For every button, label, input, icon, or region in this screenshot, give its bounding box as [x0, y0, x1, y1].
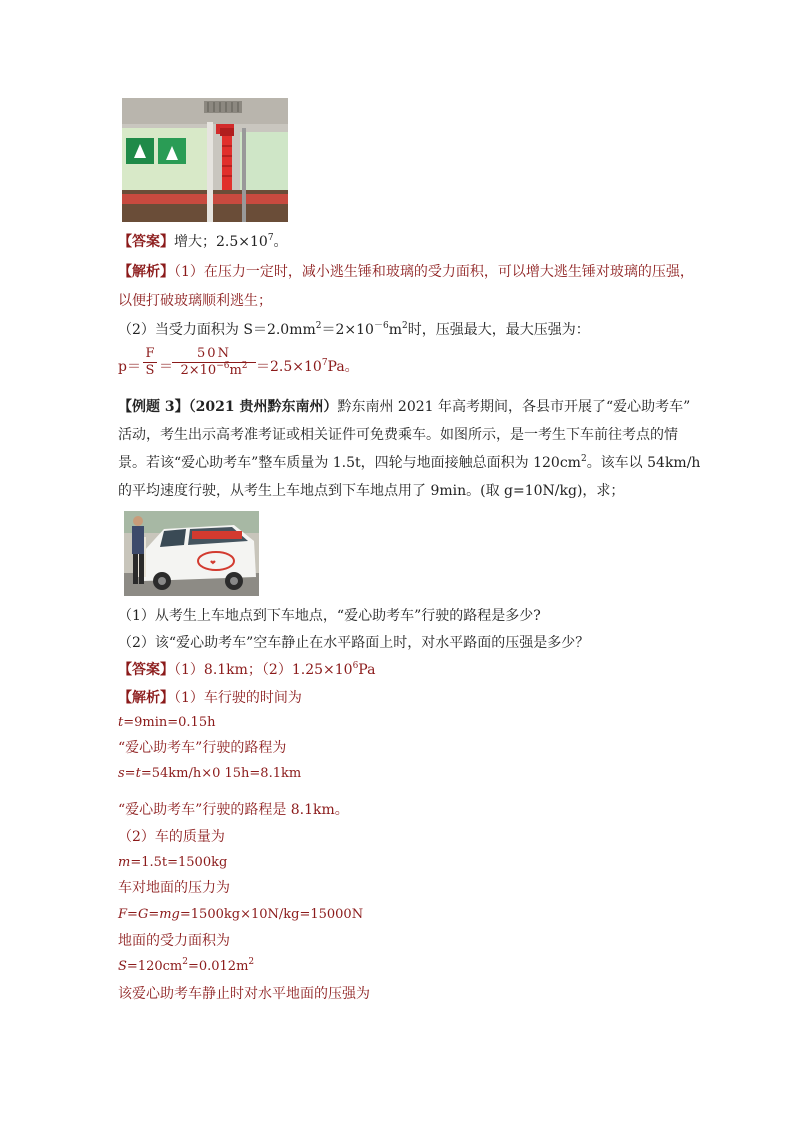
var-vt: t [135, 766, 141, 781]
example-3-line-2: 活动，考生出示高考准考证或相关证件可免费乘车。如图所示，是一考生下车前往考点的情 [118, 427, 678, 443]
dist-eq: = [124, 766, 136, 781]
fraction-numerator-50n: 50N [197, 346, 231, 361]
mass-formula [118, 853, 227, 873]
den-exp: −6 [216, 361, 230, 371]
dist-rest: =54km/h×0 15h=8.1km [140, 766, 302, 781]
time-formula [118, 713, 215, 733]
time-eq: =9min=0.15h [123, 715, 216, 730]
den-unit: m [229, 363, 242, 378]
fraction-50n [172, 346, 256, 379]
answer-2-exp: 6 [352, 661, 359, 671]
formula-result [256, 356, 359, 376]
force-intro: 车对地面的压力为 [118, 880, 230, 896]
exam-car-image [124, 511, 259, 596]
example-label: 【例题 3】 [118, 399, 189, 415]
exp-cm2: 2 [580, 454, 587, 464]
question-1: （1）从考生上车地点到下车地点，“爱心助考车”行驶的路程是多少? [118, 608, 541, 624]
area-text: （2）当受力面积为 S＝2.0mm [118, 322, 316, 338]
analysis-text: （1）在压力一定时，减小逃生锤和玻璃的受力面积，可以增大逃生锤对玻璃的压强， [174, 264, 694, 280]
formula-p: p＝ [118, 359, 141, 375]
answer-2-bracket: 【答案】 [118, 662, 174, 678]
area-eq: ＝2×10 [321, 322, 374, 338]
exp-neg6: －6 [373, 321, 389, 331]
fraction-denominator-s: S [145, 363, 155, 378]
unit-m: m [388, 322, 402, 338]
answer-2-unit: Pa [358, 662, 376, 678]
analysis-2-line-1 [118, 688, 302, 708]
exp-m2: 2 [401, 321, 408, 331]
analysis-2-part-2: （2）车的质量为 [118, 829, 225, 845]
area-exp-1: 2 [182, 957, 188, 967]
example-text-1: 黔东南州 2021 年高考期间，各县市开展了“爱心助考车” [337, 399, 691, 415]
result-base: ＝2.5×10 [256, 359, 322, 375]
mass-eq: =1.5t=1500kg [130, 855, 228, 870]
example-source: （2021 贵州黔东南州） [188, 399, 338, 415]
var-G: G [137, 907, 149, 922]
force-eq-1: = [127, 907, 138, 922]
analysis-2-head: （1）车行驶的时间为 [174, 690, 302, 706]
distance-formula [118, 764, 301, 784]
answer-exponent: 7 [267, 233, 274, 243]
analysis-1-line-2: 以便打破玻璃顺利逃生； [118, 293, 272, 309]
result-unit: Pa。 [327, 359, 359, 375]
area-tail: 时，压强最大，最大压强为： [407, 322, 590, 338]
var-F: F [118, 907, 128, 922]
fraction-f-over-s [143, 346, 157, 379]
area-exp-2: 2 [248, 957, 255, 967]
force-formula [118, 905, 363, 925]
answer-tail: 。 [273, 234, 288, 250]
analysis-1-line-1 [118, 262, 694, 282]
question-2: （2）该“爱心助考车”空车静止在水平路面上时，对水平路面的压强是多少？ [118, 635, 590, 651]
var-m: m [118, 855, 131, 870]
pressure-intro: 该爱心助考车静止时对水平地面的压强为 [118, 986, 370, 1002]
exam-car-photo [124, 511, 259, 596]
escape-hammer-image [122, 98, 288, 222]
den-base: 2×10 [180, 363, 217, 378]
force-rest: =1500kg×10N/kg=15000N [179, 907, 364, 922]
area-intro: 地面的受力面积为 [118, 933, 230, 949]
answer-2-text: （1）8.1km；（2）1.25×10 [174, 662, 353, 678]
var-mg: mg [159, 907, 180, 922]
result-exp: 7 [321, 358, 328, 368]
answer-text: 增大；2.5×10 [174, 234, 268, 250]
formula-eq: ＝ [159, 359, 173, 375]
den-unit-exp: 2 [241, 361, 248, 371]
fraction-denominator [172, 363, 256, 379]
svg-text:❤: ❤ [210, 559, 216, 567]
answer-2-line [118, 660, 375, 680]
fraction-numerator-f: F [145, 346, 155, 361]
area-eq-2: =0.012m [187, 959, 249, 974]
analysis-2-bracket: 【解析】 [118, 690, 174, 706]
example-text-3: 景。若该“爱心助考车”整车质量为 1.5t，四轮与地面接触总面积为 120cm [118, 455, 581, 471]
distance-result: “爱心助考车”行驶的路程是 8.1km。 [118, 802, 349, 818]
example-3-line-1 [118, 397, 690, 417]
area-formula [118, 957, 254, 977]
var-t: t [118, 715, 124, 730]
area-eq: =120cm [126, 959, 183, 974]
analysis-bracket: 【解析】 [118, 264, 174, 280]
escape-hammer-photo [122, 98, 288, 222]
answer-bracket: 【答案】 [118, 234, 174, 250]
force-eq-2: = [148, 907, 160, 922]
example-3-line-3 [118, 453, 700, 473]
var-S: S [118, 959, 127, 974]
exp-mm2: 2 [315, 321, 322, 331]
example-text-3-tail: 。该车以 54km/h [586, 455, 701, 471]
distance-intro: “爱心助考车”行驶的路程为 [118, 740, 287, 756]
example-3-line-4: 的平均速度行驶，从考生上车地点到下车地点用了 9min。(取 g=10N/kg)，求； [118, 483, 625, 499]
answer-1-line [118, 232, 288, 252]
analysis-1-line-3 [118, 320, 590, 340]
var-s: s [118, 766, 125, 781]
